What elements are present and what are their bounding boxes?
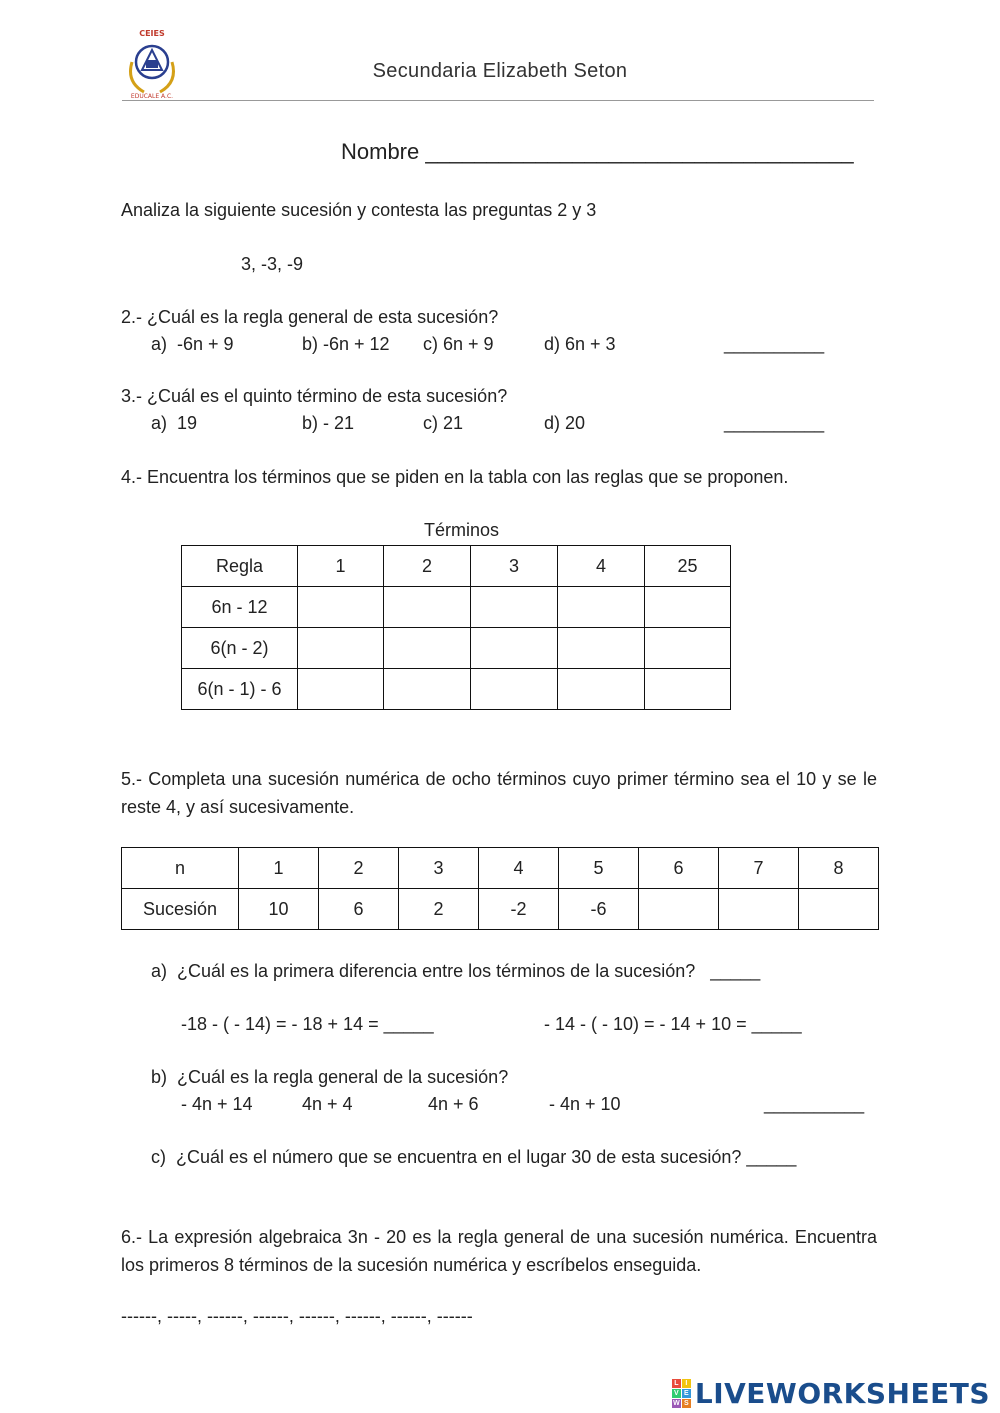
sequence-cell: 2 xyxy=(399,889,479,930)
q3-option-a[interactable]: a) 19 xyxy=(151,413,198,433)
table-header-cell: 4 xyxy=(558,546,645,587)
table-header-cell: 1 xyxy=(298,546,384,587)
answer-cell[interactable] xyxy=(384,628,471,669)
table-header-cell: 25 xyxy=(645,546,731,587)
q5c-question[interactable]: c) ¿Cuál es el número que se encuentra en el lugar 30 de esta sucesión? _____ xyxy=(151,1147,797,1167)
logo-tile: L xyxy=(672,1379,681,1388)
q3-option-b[interactable]: b) - 21 xyxy=(302,413,355,433)
answer-cell[interactable] xyxy=(384,669,471,710)
table-header-cell: n xyxy=(122,848,239,889)
answer-cell[interactable] xyxy=(298,669,384,710)
school-name: Secundaria Elizabeth Seton xyxy=(372,60,628,82)
table-header-row xyxy=(182,546,731,587)
q3-answer-blank[interactable]: __________ xyxy=(724,413,825,433)
intro-text: Analiza la siguiente sucesión y contesta las preguntas 2 y 3 xyxy=(121,200,597,220)
logo-tile: V xyxy=(672,1389,681,1398)
q6-answer-line[interactable]: ------, -----, ------, ------, ------, ------, ------, ------ xyxy=(121,1306,473,1326)
table-header-cell: 2 xyxy=(384,546,471,587)
row-label: Sucesión xyxy=(122,889,239,930)
rule-label: 6n - 12 xyxy=(182,587,298,628)
q5b-option-2[interactable]: 4n + 4 xyxy=(302,1094,353,1114)
answer-cell[interactable] xyxy=(471,587,558,628)
name-field[interactable]: Nombre ___________________________________ xyxy=(341,139,854,164)
answer-cell[interactable] xyxy=(645,628,731,669)
answer-cell[interactable] xyxy=(645,587,731,628)
rules-table xyxy=(181,545,731,710)
q5b-answer-blank[interactable]: __________ xyxy=(764,1094,865,1114)
q5a-question[interactable]: a) ¿Cuál es la primera diferencia entre los términos de la sucesión? _____ xyxy=(151,961,761,981)
answer-cell[interactable] xyxy=(558,587,645,628)
q5a-example-2[interactable]: - 14 - ( - 10) = - 14 + 10 = _____ xyxy=(544,1014,802,1034)
q4-question: 4.- Encuentra los términos que se piden en la tabla con las reglas que se proponen. xyxy=(121,467,789,487)
answer-cell[interactable] xyxy=(639,889,719,930)
answer-cell[interactable] xyxy=(558,628,645,669)
liveworksheets-icon xyxy=(672,1379,691,1408)
svg-text:CEIES: CEIES xyxy=(139,29,165,38)
q4-table-caption: Términos xyxy=(424,520,500,540)
table-header-cell: 1 xyxy=(239,848,319,889)
header-divider xyxy=(122,100,874,101)
table-header-cell: 2 xyxy=(319,848,399,889)
table-row xyxy=(182,587,731,628)
answer-cell[interactable] xyxy=(298,628,384,669)
q3-option-c[interactable]: c) 21 xyxy=(423,413,464,433)
liveworksheets-brand: LIVEWORKSHEETS xyxy=(694,1377,990,1410)
table-header-cell: 5 xyxy=(559,848,639,889)
sequence-text: 3, -3, -9 xyxy=(241,254,304,274)
table-header-row xyxy=(122,848,879,889)
q3-option-d[interactable]: d) 20 xyxy=(544,413,586,433)
q2-question: 2.- ¿Cuál es la regla general de esta sucesión? xyxy=(121,307,499,327)
table-row xyxy=(182,628,731,669)
table-header-cell: Regla xyxy=(182,546,298,587)
rule-label: 6(n - 1) - 6 xyxy=(182,669,298,710)
answer-cell[interactable] xyxy=(471,669,558,710)
sequence-table xyxy=(121,847,879,930)
table-header-cell: 8 xyxy=(799,848,879,889)
answer-cell[interactable] xyxy=(799,889,879,930)
sequence-cell: -2 xyxy=(479,889,559,930)
q5a-example-1[interactable]: -18 - ( - 14) = - 18 + 14 = _____ xyxy=(181,1014,434,1034)
table-header-cell: 7 xyxy=(719,848,799,889)
q2-answer-blank[interactable]: __________ xyxy=(724,334,825,354)
q5b-question: b) ¿Cuál es la regla general de la sucesión? xyxy=(151,1067,509,1087)
q5b-option-4[interactable]: - 4n + 10 xyxy=(549,1094,621,1114)
answer-cell[interactable] xyxy=(471,628,558,669)
answer-cell[interactable] xyxy=(298,587,384,628)
logo-tile: S xyxy=(682,1399,691,1408)
answer-cell[interactable] xyxy=(384,587,471,628)
sequence-cell: 6 xyxy=(319,889,399,930)
q6-question: 6.- La expresión algebraica 3n - 20 es la regla general de una sucesión numérica. Encuentra los primeros 8 términos de la sucesión numérica y escríbelos enseguida. xyxy=(121,1227,877,1275)
answer-cell[interactable] xyxy=(558,669,645,710)
q2-option-b[interactable]: b) -6n + 12 xyxy=(302,334,390,354)
table-row xyxy=(182,669,731,710)
q3-question: 3.- ¿Cuál es el quinto término de esta sucesión? xyxy=(121,386,508,406)
table-row xyxy=(122,889,879,930)
q5b-option-3[interactable]: 4n + 6 xyxy=(428,1094,479,1114)
logo-tile: E xyxy=(682,1389,691,1398)
liveworksheets-logo xyxy=(672,1377,990,1410)
q2-option-d[interactable]: d) 6n + 3 xyxy=(544,334,616,354)
table-header-cell: 3 xyxy=(471,546,558,587)
svg-text:EDUCALE A.C.: EDUCALE A.C. xyxy=(130,93,174,100)
sequence-cell: -6 xyxy=(559,889,639,930)
q2-option-a[interactable]: a) -6n + 9 xyxy=(151,334,234,354)
sequence-cell: 10 xyxy=(239,889,319,930)
rule-label: 6(n - 2) xyxy=(182,628,298,669)
answer-cell[interactable] xyxy=(645,669,731,710)
table-header-cell: 4 xyxy=(479,848,559,889)
table-header-cell: 3 xyxy=(399,848,479,889)
q5b-option-1[interactable]: - 4n + 14 xyxy=(181,1094,253,1114)
logo-tile: W xyxy=(673,1400,680,1407)
answer-cell[interactable] xyxy=(719,889,799,930)
table-header-cell: 6 xyxy=(639,848,719,889)
logo-tile: I xyxy=(682,1379,691,1388)
q2-option-c[interactable]: c) 6n + 9 xyxy=(423,334,494,354)
q5-question: 5.- Completa una sucesión numérica de ocho términos cuyo primer término sea el 10 y se le reste 4, y así sucesivamente. xyxy=(121,769,877,817)
